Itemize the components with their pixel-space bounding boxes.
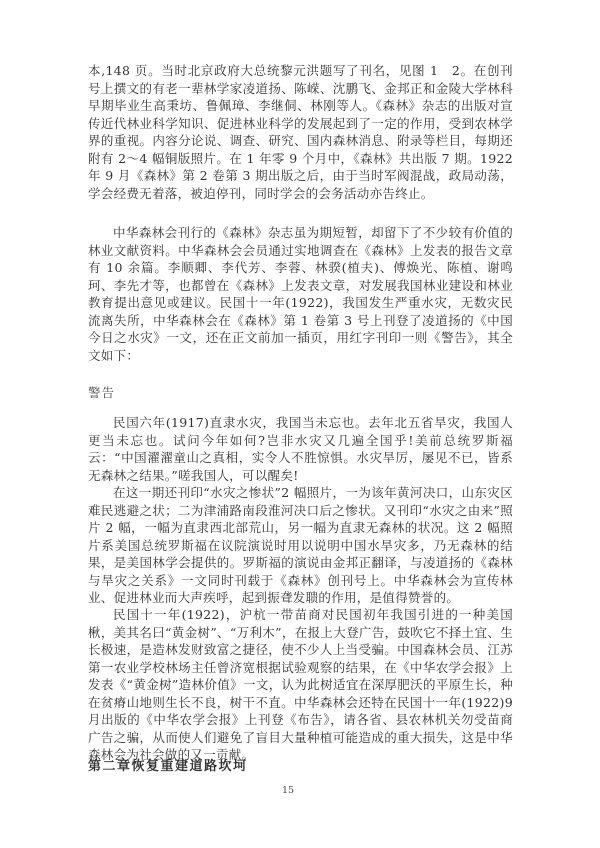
page-number: 15 (281, 785, 295, 796)
body-paragraph: 民国十一年(1922)，沪杭一带苗商对民国初年我国引进的一种美国楸，美其名曰“黄金树”、“万利木”，在报上大登广告，鼓吹它不择土宜、生长极速，是造林发财致富之捷径，使不少人上当受骗。中国森林会员、江苏第一农业学校林场主任曾济宽根据试验观察的结果，在《中华农学会报》上发表《“黄金树”造林价值》一文，认为此树适宜在深厚肥沃的平原生长，种在贫瘠山地则生长不良，树干不直。中华森林会还特在民国十一年(1922)9 月出版的《中华农学会报》上刊登《布告》，请各省、县农林机关勿受苗商广告之骗，从而使人们避免了盲目大量种植可能造成的重大损失，这是中华森林会为社会做的又一贡献。 (88, 607, 513, 762)
chapter-heading: 第二章恢复重建道路坎坷 (88, 759, 248, 774)
warning-heading: 警告 (88, 385, 116, 400)
body-paragraph: 本,148 页。当时北京政府大总统黎元洪题写了刊名，见图 1 2。在创刊号上撰文的有老一辈林学家凌道扬、陈嵘、沈鹏飞、金邦正和金陵大学林科早期毕业生高秉坊、鲁佩璋、李继侗、林刚等人。《森林》杂志的出版对宣传近代林业科学知识、促进林业科学的发展起到了一定的作用，受到农林学界的重视。内容分论说、调查、研究、国内森林消息、附录等栏目，每期还附有 2～4 幅铜版照片。在 1 年零 9 个月中，《森林》共出版 7 期。1922 年 9 月《森林》第 2 卷第 3 期出版之后，由于当时军阀混战，政局动荡，学会经费无着落，被迫停刊，同时学会的会务活动亦告终止。 (88, 63, 513, 201)
body-paragraph: 在这一期还刊印“水灾之惨状”2 幅照片，一为该年黄河决口，山东灾区难民逃避之状；二为津浦路南段淮河决口后之惨状。又刊印“水灾之由来”照片 2 幅，一幅为直隶西北部荒山，另一幅为直隶无森林的状况。这 2 幅照片系美国总统罗斯福在议院演说时用以说明中国水旱灾多，乃无森林的结果，是美国林学会提供的。罗斯福的演说由金邦正翻译，与凌道扬的《森林与旱灾之关系》一文同时刊载于《森林》创刊号上。中华森林会为宣传林业、促进林业而大声疾呼，起到振聋发聩的作用，是值得赞誉的。 (88, 485, 513, 605)
body-paragraph: 中华森林会刊行的《森林》杂志虽为期短暂，却留下了不少较有价值的林业文献资料。中华森林会会员通过实地调查在《森林》上发表的报告文章有 10 余篇。李顺卿、李代芳、李蓉、林骙(植夫)、傅焕光、陈植、谢鸣珂、李先才等，也都曾在《森林》上发表文章，对发展我国林业建设和林业教育提出意见或建议。民国十一年(1922)，我国发生严重水灾，无数灾民流离失所，中华森林会在《森林》第 1 卷第 3 号上刊登了凌道扬的《中国今日之水灾》一文，还在正文前加一插页，用红字刊印一则《警告》，其全文如下： (88, 225, 513, 363)
body-paragraph: 民国六年(1917)直隶水灾，我国当未忘也。去年北五省旱灾，我国人更当未忘也。试问今年如何?岂非水灾又几遍全国乎!美前总统罗斯福云：“中国濯濯童山之真相，实令人不胜惊惧。水灾旱厉，屡见不已，皆系无森林之结果。”嗟我国人，可以醒矣! (88, 415, 513, 483)
